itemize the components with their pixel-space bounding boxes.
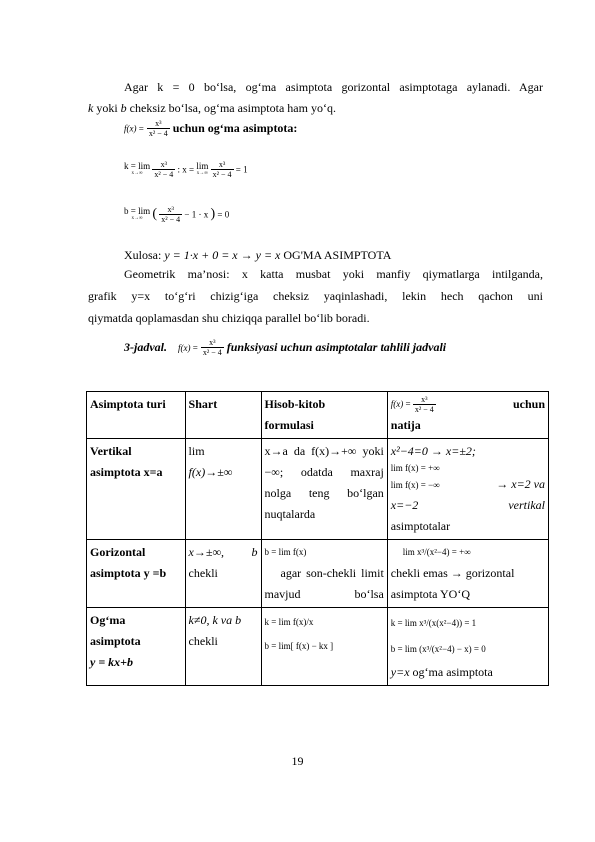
table-caption: 3-jadval. f(x) = $\frac{\text{x³}}{\text{x² − 4}}$ funksiyasi uchun asimptotalar tahlili jadvali (124, 338, 447, 357)
function-heading: f(x) = $\frac{\text{x³}}{\text{x² − 4}}$ uchun og‘ma asimptota: (124, 119, 298, 138)
header-formula: Hisob-kitob formulasi (261, 392, 387, 439)
fraction: $\frac{\text{x³}}{\text{x² − 4}}$ (212, 160, 232, 179)
cell-result: x²−4=0 → x=±2; lim f(x) = +∞ lim f(x) = −∞ → x=2 va x=−2 vertikal asimptotalar (387, 439, 548, 540)
asymptote-table (86, 391, 549, 686)
k-formula: k = lim x→∞ $\frac{\text{x³}}{\text{x² − 4}}$ : x = lim x→∞ $\frac{\text{x³}}{\text{x² − 4}}$ = 1 (124, 160, 248, 179)
var-k: k (88, 101, 94, 115)
paragraph-line: Agar k = 0 bo‘lsa, og‘ma asimptota gorizontal asimptotaga aylanadi. Agar (124, 80, 543, 94)
paragraph-line (88, 100, 543, 116)
cell-condition: lim f(x)→±∞ (185, 439, 261, 540)
cell-type: Gorizontal asimptota y =b (87, 540, 186, 608)
paragraph-line: qiymatda qoplamasdan shu chiziqqa parallel bo‘lib boradi. (88, 311, 370, 325)
fraction: $\frac{\text{x³}}{\text{x² − 4}}$ (148, 119, 168, 138)
cell-condition: k≠0, k va b chekli (185, 608, 261, 686)
conclusion: Xulosa: y = 1·x + 0 = x → y = x OG'MA ASIMPTOTA (124, 248, 392, 262)
fraction: $\frac{\text{x³}}{\text{x² − 4}}$ (154, 160, 174, 179)
cell-result: k = lim x³/(x(x²−4)) = 1 b = lim (x³/(x²−4) − x) = 0 y=x og‘ma asimptota (387, 608, 548, 686)
limit: k = lim x→∞ (124, 160, 151, 176)
limit: b = lim x→∞ (124, 205, 151, 221)
var-b: b (120, 101, 127, 115)
b-formula: b = lim x→∞ ( $\frac{\text{x³}}{\text{x² − 4}}$ − 1 · x ) = 0 (124, 205, 230, 224)
page-number: 19 (291, 754, 304, 768)
cell-formula: x→a da f(x)→+∞ yoki −∞; odatda maxraj nolga teng bo‘lgan nuqtalarda (261, 439, 387, 540)
table-row (87, 439, 549, 540)
header-type: Asimptota turi (87, 392, 186, 439)
cell-result: lim x³/(x²−4) = +∞ chekli emas → gorizontal asimptota YO‘Q (387, 540, 548, 608)
paragraph-line: grafik y=x to‘g‘ri chizig‘iga cheksiz yaqinlashadi, lekin hech qachon uni (88, 289, 543, 303)
cell-formula: k = lim f(x)/x b = lim[ f(x) − kx ] (261, 608, 387, 686)
table-row (87, 540, 549, 608)
paragraph-line: Geometrik ma’nosi: x katta musbat yoki manfiy qiymatlarga intilganda, (124, 267, 543, 281)
heading-text: uchun og‘ma asimptota: (172, 121, 298, 135)
header-result: f(x) = $\frac{\text{x³}}{\text{x² − 4}}$ uchun natija (387, 392, 548, 439)
text: cheksiz bo‘lsa, og‘ma asimptota ham yo‘q. (126, 101, 336, 115)
cell-type: Vertikal asimptota x=a (87, 439, 186, 540)
cell-condition: x→±∞, b chekli (185, 540, 261, 608)
table-row (87, 608, 549, 686)
header-condition: Shart (185, 392, 261, 439)
cell-formula: b = lim f(x) agar son-chekli limit mavjud bo‘lsa (261, 540, 387, 608)
function-symbol: f(x) (124, 123, 137, 134)
fraction: $\frac{\text{x³}}{\text{x² − 4}}$ (161, 205, 181, 224)
text: yoki (93, 101, 121, 115)
table-header-row (87, 392, 549, 439)
limit: lim x→∞ (196, 160, 209, 176)
fraction: $\frac{\text{x³}}{\text{x² − 4}}$ (202, 338, 222, 357)
cell-type: Og‘ma asimptota y = kx+b (87, 608, 186, 686)
